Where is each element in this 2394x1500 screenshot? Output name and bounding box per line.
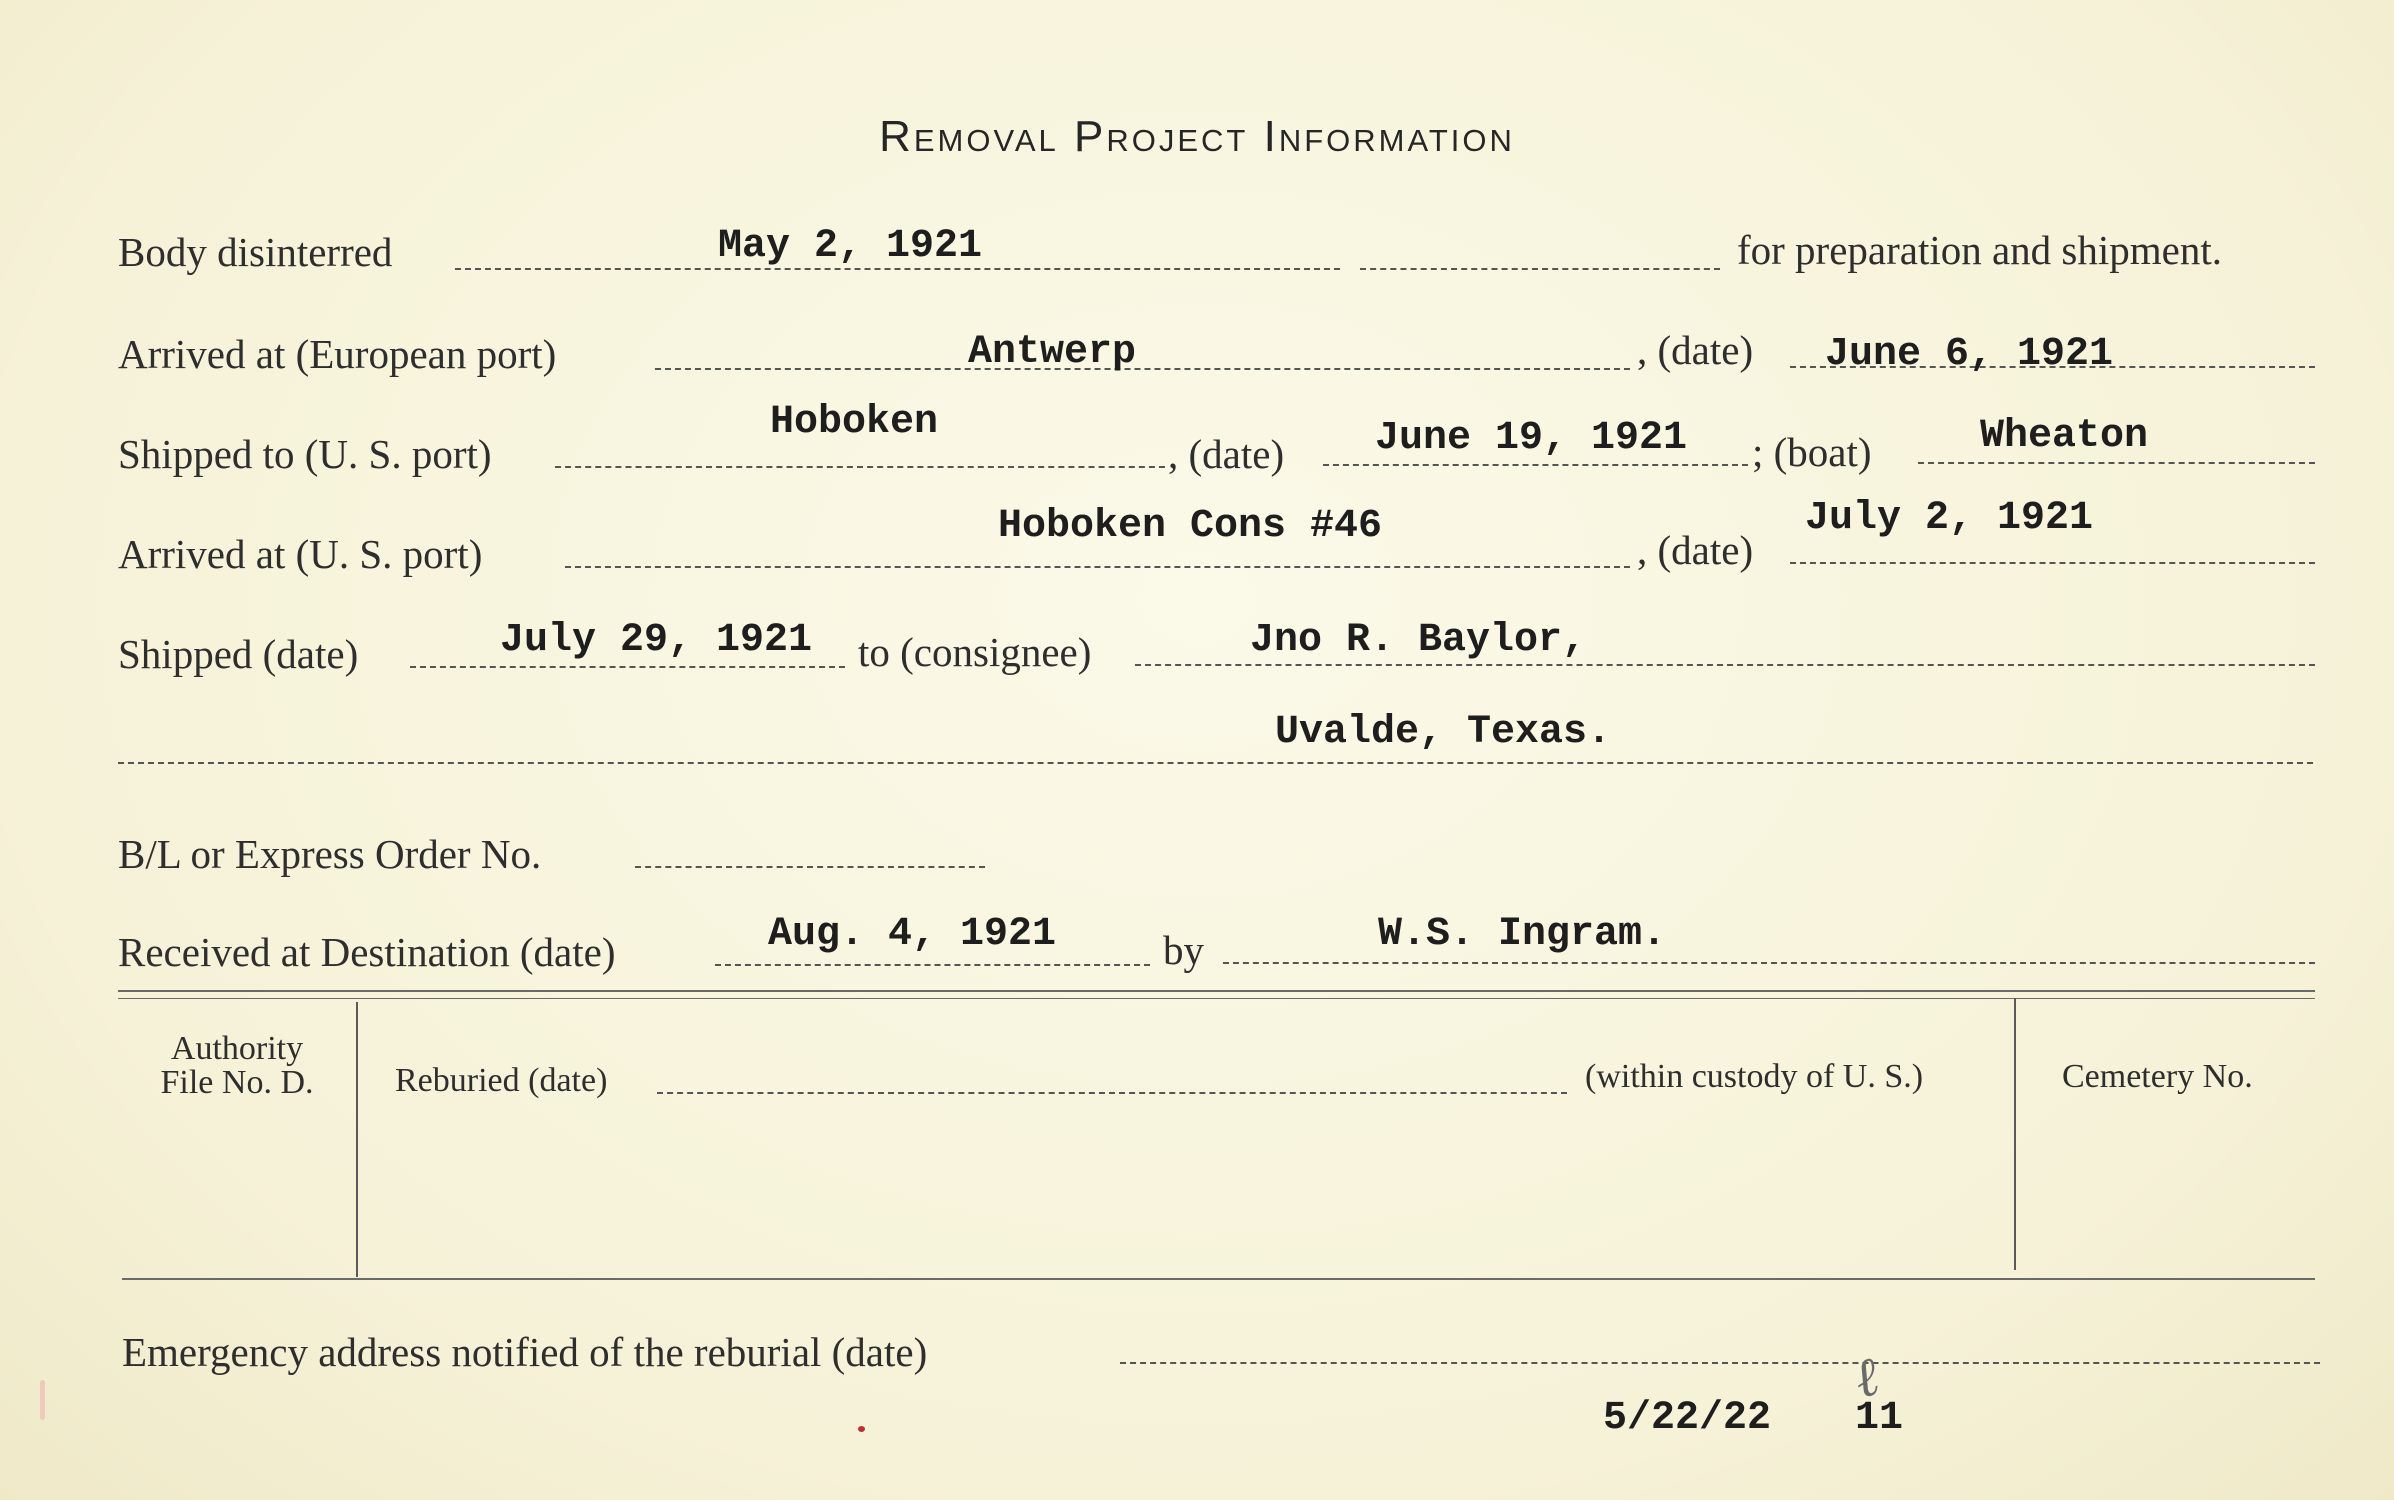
dotted-line <box>655 368 1630 370</box>
label-date: , (date) <box>1637 527 1754 573</box>
value-consignee-address: Uvalde, Texas. <box>1275 710 1612 755</box>
label-boat: ; (boat) <box>1752 429 1872 475</box>
rule <box>118 998 2315 999</box>
label-file-no: File No. D. <box>160 1064 314 1101</box>
value-arrived-us-port: Hoboken Cons #46 <box>998 504 1383 549</box>
label-within-custody: (within custody of U. S.) <box>1585 1058 1924 1095</box>
label-date: , (date) <box>1168 431 1285 477</box>
value-arrived-us-date: July 2, 1921 <box>1805 496 2094 541</box>
label-emergency-address: Emergency address notified of the reburial (date) <box>122 1329 928 1375</box>
value-received-date: Aug. 4, 1921 <box>768 912 1057 957</box>
dotted-line <box>1223 962 2315 964</box>
label-date: , (date) <box>1637 327 1754 373</box>
value-bottom-number: 11 <box>1855 1396 1904 1441</box>
value-european-port: Antwerp <box>968 330 1137 375</box>
dotted-line <box>1323 464 1748 466</box>
dotted-line <box>715 964 1150 966</box>
value-boat: Wheaton <box>1980 414 2149 459</box>
dotted-line <box>118 762 2313 764</box>
dotted-line <box>635 866 985 868</box>
page-title: Removal Project Information <box>879 112 1515 161</box>
rule <box>122 1278 2315 1280</box>
dotted-line <box>1790 562 2315 564</box>
label-authority: Authority <box>170 1030 304 1067</box>
label-bl-order: B/L or Express Order No. <box>118 831 542 877</box>
box-divider <box>356 1002 358 1277</box>
label-arrived-us-port: Arrived at (U. S. port) <box>118 531 483 577</box>
dotted-line <box>410 666 845 668</box>
value-shipped-date: June 19, 1921 <box>1375 416 1688 461</box>
dotted-line <box>555 466 1165 468</box>
label-received-destination: Received at Destination (date) <box>118 929 616 975</box>
ink-spot <box>858 1426 865 1432</box>
dotted-line <box>657 1092 1567 1094</box>
edge-stain <box>40 1380 45 1420</box>
value-shipped-date-2: July 29, 1921 <box>500 618 813 663</box>
value-us-port: Hoboken <box>770 400 939 445</box>
dotted-line <box>1135 664 2315 666</box>
value-consignee-name: Jno R. Baylor, <box>1250 618 1587 663</box>
rule <box>118 990 2315 992</box>
handwritten-mark: ℓ <box>1847 1344 1886 1411</box>
value-european-date: June 6, 1921 <box>1825 332 2114 377</box>
label-consignee: to (consignee) <box>858 629 1092 675</box>
label-by: by <box>1163 927 1204 973</box>
box-divider <box>2014 998 2016 1270</box>
label-arrived-european-port: Arrived at (European port) <box>118 331 557 377</box>
dotted-line <box>1360 268 1720 270</box>
label-body-disinterred: Body disinterred <box>118 229 393 275</box>
label-cemetery-no: Cemetery No. <box>2062 1058 2253 1095</box>
dotted-line <box>565 566 1630 568</box>
label-reburied-date: Reburied (date) <box>395 1062 608 1099</box>
value-body-disinterred-date: May 2, 1921 <box>718 224 983 269</box>
label-authority-file <box>122 1032 352 1100</box>
dotted-line <box>1918 462 2315 464</box>
label-shipped-to-us-port: Shipped to (U. S. port) <box>118 431 492 477</box>
label-preparation: for preparation and shipment. <box>1737 227 2223 273</box>
value-received-by: W.S. Ingram. <box>1378 912 1667 957</box>
dotted-line <box>1120 1362 2320 1364</box>
label-shipped-date: Shipped (date) <box>118 631 359 677</box>
value-bottom-date: 5/22/22 <box>1603 1396 1772 1441</box>
